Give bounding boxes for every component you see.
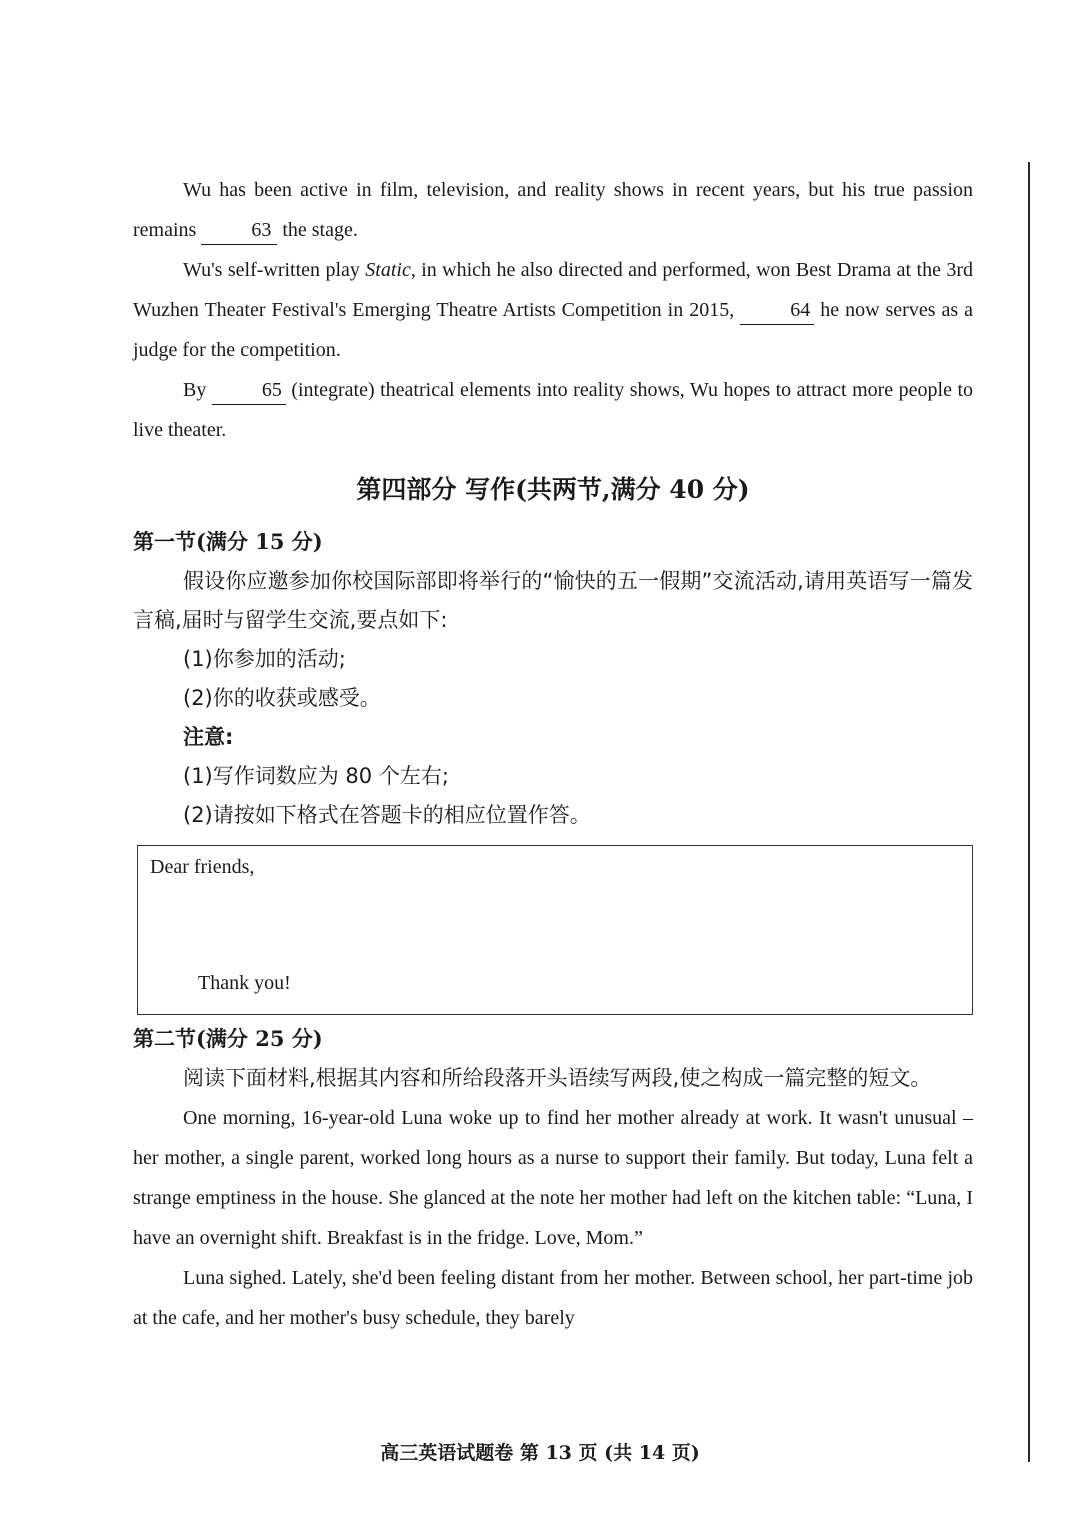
letter-format-box <box>137 845 973 1015</box>
passage-text: (integrate) theatrical elements into reality shows, Wu hopes to attract more people to live theater. <box>133 379 974 441</box>
page-footer: 高三英语试题卷 第 13 页 (共 14 页) <box>380 1442 700 1464</box>
story-paragraph-2: Luna sighed. Lately, she'd been feeling distant from her mother. Between school, her part-time job at the cafe, and her mother's busy schedule, they barely <box>133 1267 973 1329</box>
section-1-prompt: 假设你应邀参加你校国际部即将举行的“愉快的五一假期”交流活动,请用英语写一篇发言稿,届时与留学生交流,要点如下: <box>133 569 973 632</box>
blank-64: 64 <box>740 296 814 325</box>
section-1-point-1: (1)你参加的活动; <box>183 647 346 671</box>
section-1-title: 第一节(满分 15 分) <box>133 529 323 554</box>
section-2-title: 第二节(满分 25 分) <box>133 1026 323 1051</box>
page-edge-line <box>1028 162 1030 1462</box>
story-paragraph-1: One morning, 16-year-old Luna woke up to find her mother already at work. It wasn't unusual – her mother, a single parent, worked long hours as a nurse to support their family. But today, Luna felt a strange emptiness in the house. She glanced at the note her mother had left on the kitchen table: “Luna, I have an overnight shift. Breakfast is in the fridge. Love, Mom.” <box>133 1107 973 1249</box>
note-2: (2)请按如下格式在答题卡的相应位置作答。 <box>183 803 591 827</box>
section-2-instruction: 阅读下面材料,根据其内容和所给段落开头语续写两段,使之构成一篇完整的短文。 <box>183 1066 932 1090</box>
passage-text: the stage. <box>282 219 358 241</box>
play-title: Static <box>365 259 411 281</box>
passage-paragraph-1 <box>133 170 973 250</box>
passage-text: he now serves as a judge for the competition. <box>133 299 974 361</box>
letter-greeting: Dear friends, <box>150 856 255 878</box>
part-4-title: 第四部分 写作(共两节,满分 40 分) <box>356 475 750 504</box>
exam-page-content <box>133 170 973 1338</box>
passage-paragraph-3 <box>133 370 973 450</box>
blank-65: 65 <box>212 376 286 405</box>
note-1: (1)写作词数应为 80 个左右; <box>183 764 449 788</box>
section-1-point-2: (2)你的收获或感受。 <box>183 686 381 710</box>
passage-text: By <box>183 379 207 401</box>
blank-63: 63 <box>201 216 277 245</box>
note-label: 注意: <box>183 725 234 749</box>
passage-paragraph-2 <box>133 250 973 370</box>
passage-text: Wu has been active in film, television, and reality shows in recent years, but his true passion remains <box>133 179 973 241</box>
passage-text: , in which he also directed and performed, won Best Drama at the 3rd Wuzhen Theater Festival's Emerging Theatre Artists Competition in 2015, <box>133 259 973 321</box>
passage-text: Wu's self-written play <box>183 259 360 281</box>
letter-closing: Thank you! <box>198 972 291 994</box>
